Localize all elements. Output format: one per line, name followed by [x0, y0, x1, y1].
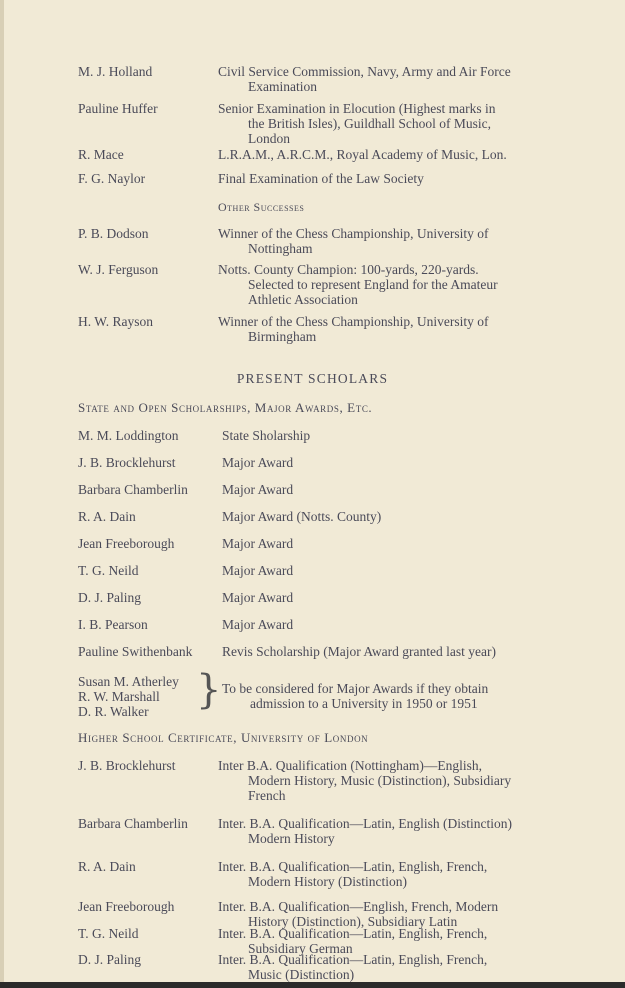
entry-name: W. J. Ferguson	[78, 262, 159, 277]
other-successes-heading: Other Successes	[218, 200, 305, 214]
scholar-name: I. B. Pearson	[78, 617, 148, 632]
entry-description	[218, 147, 548, 162]
hsc-description	[218, 758, 558, 803]
description-line: Inter. B.A. Qualification—Latin, English (Distinction)	[218, 816, 512, 831]
description-line: Nottingham	[248, 241, 313, 256]
description-line: Senior Examination in Elocution (Highest marks in	[218, 101, 496, 116]
brace-symbol: }	[196, 667, 222, 713]
entry-name: H. W. Rayson	[78, 314, 154, 329]
description-line: Modern History (Distinction)	[248, 874, 407, 889]
bottom-edge	[0, 982, 625, 988]
hsc-name: Jean Freeborough	[78, 899, 175, 914]
description-line: Inter. B.A. Qualification—Latin, English, French,	[218, 859, 488, 874]
entry-description	[218, 314, 548, 344]
description-line: Selected to represent England for the Amateur	[248, 277, 498, 292]
scholar-award: Major Award	[222, 455, 294, 470]
description-line: Inter. B.A. Qualification—Latin, English, French,	[218, 926, 488, 941]
scholar-name: T. G. Neild	[78, 563, 139, 578]
description-line: French	[248, 788, 286, 803]
scholar-name: Jean Freeborough	[78, 536, 175, 551]
page-edge	[0, 0, 4, 988]
scholar-award: Major Award	[222, 617, 294, 632]
entry-name: Pauline Huffer	[78, 101, 158, 116]
description-line: Music (Distinction)	[248, 967, 355, 982]
entry-name: P. B. Dodson	[78, 226, 149, 241]
hsc-name: J. B. Brocklehurst	[78, 758, 176, 773]
scholar-award: Major Award	[222, 482, 294, 497]
description-line: To be considered for Major Awards if they obtain	[222, 681, 489, 696]
hsc-heading: Higher School Certificate, University of London	[78, 730, 369, 745]
group-description	[222, 681, 552, 711]
description-line: Civil Service Commission, Navy, Army and Air Force	[218, 64, 511, 79]
description-line: Subsidiary German	[248, 941, 353, 956]
scholar-name: Barbara Chamberlin	[78, 482, 188, 497]
description-line: admission to a University in 1950 or 1951	[250, 696, 478, 711]
entry-description	[218, 171, 548, 186]
scholar-award: Major Award	[222, 563, 294, 578]
description-line: Notts. County Champion: 100-yards, 220-yards.	[218, 262, 479, 277]
description-line: Birmingham	[248, 329, 317, 344]
description-line: Winner of the Chess Championship, University of	[218, 226, 489, 241]
scholar-award: State Sholarship	[222, 428, 311, 443]
group-names	[78, 674, 179, 719]
description-line: London	[248, 131, 290, 146]
group-name: D. R. Walker	[78, 704, 149, 719]
scholar-name: R. A. Dain	[78, 509, 136, 524]
description-line: Winner of the Chess Championship, University of	[218, 314, 489, 329]
entry-description	[218, 262, 548, 307]
description-line: Inter B.A. Qualification (Nottingham)—English,	[218, 758, 482, 773]
scholar-award: Major Award	[222, 590, 294, 605]
scholar-name: J. B. Brocklehurst	[78, 455, 176, 470]
scholar-name: Pauline Swithenbank	[78, 644, 193, 659]
scholar-name: D. J. Paling	[78, 590, 142, 605]
hsc-description	[218, 816, 558, 846]
group-name: R. W. Marshall	[78, 689, 160, 704]
entry-name: R. Mace	[78, 147, 124, 162]
entry-description	[218, 64, 548, 94]
description-line: Modern History, Music (Distinction), Subsidiary	[248, 773, 512, 788]
hsc-name: Barbara Chamberlin	[78, 816, 188, 831]
entry-name: F. G. Naylor	[78, 171, 146, 186]
description-line: History (Distinction), Subsidiary Latin	[248, 914, 458, 929]
hsc-name: D. J. Paling	[78, 952, 142, 967]
scholar-award: Major Award (Notts. County)	[222, 509, 382, 524]
description-line: Athletic Association	[248, 292, 358, 307]
entry-description	[218, 226, 548, 256]
description-line: Inter. B.A. Qualification—English, French, Modern	[218, 899, 499, 914]
hsc-name: R. A. Dain	[78, 859, 136, 874]
description-line: the British Isles), Guildhall School of Music,	[248, 116, 491, 131]
hsc-description	[218, 859, 558, 889]
hsc-description	[218, 952, 558, 982]
description-line: L.R.A.M., A.R.C.M., Royal Academy of Music, Lon.	[218, 147, 507, 162]
state-scholarships-heading: State and Open Scholarships, Major Awards, Etc.	[78, 400, 373, 415]
entry-description	[218, 101, 548, 146]
description-line: Inter. B.A. Qualification—Latin, English, French,	[218, 952, 488, 967]
description-line: Examination	[248, 79, 317, 94]
description-line: Modern History	[248, 831, 335, 846]
present-scholars-heading: PRESENT SCHOLARS	[236, 371, 389, 386]
description-line: Final Examination of the Law Society	[218, 171, 424, 186]
entry-name: M. J. Holland	[78, 64, 153, 79]
hsc-name: T. G. Neild	[78, 926, 139, 941]
group-name: Susan M. Atherley	[78, 674, 179, 689]
scholar-name: M. M. Loddington	[78, 428, 179, 443]
scholar-award: Major Award	[222, 536, 294, 551]
hsc-description	[218, 899, 558, 929]
scholar-award: Revis Scholarship (Major Award granted last year)	[222, 644, 496, 659]
